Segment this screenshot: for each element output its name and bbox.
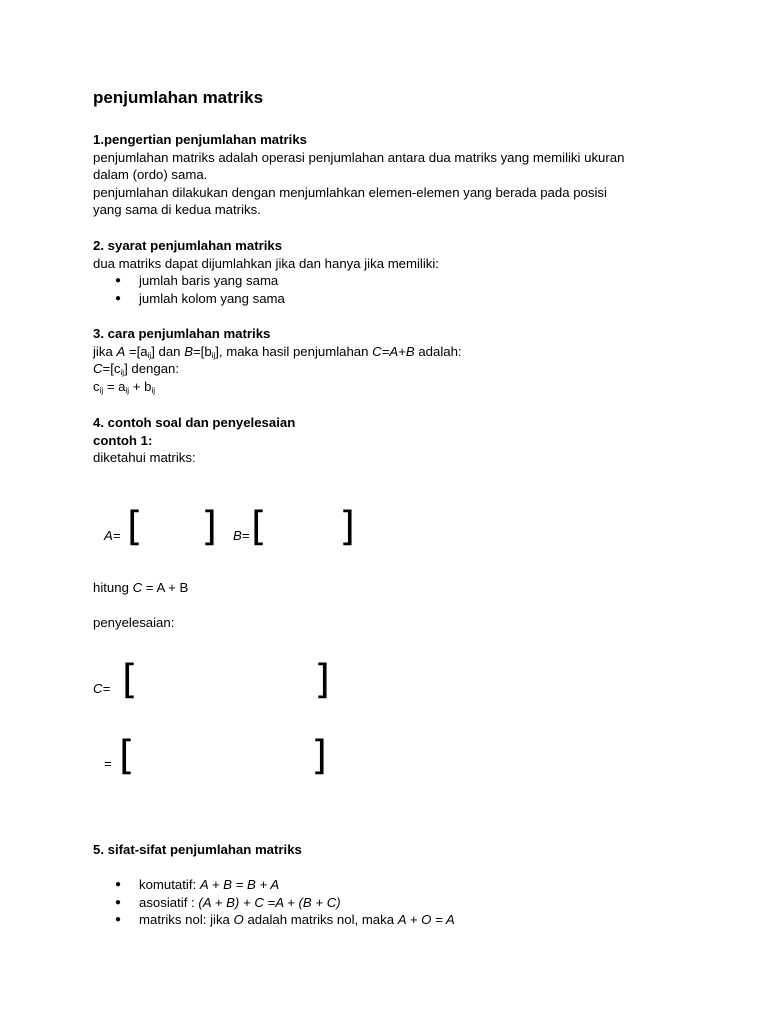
left-bracket: [ xyxy=(251,504,267,550)
section-requirements xyxy=(93,237,693,307)
section-heading: 2. syarat penjumlahan matriks xyxy=(93,238,283,253)
compute-line: hitung C = A + B xyxy=(93,580,189,595)
section-heading: 1.pengertian penjumlahan matriks xyxy=(93,132,307,147)
right-bracket: ] xyxy=(201,504,217,550)
bullet-list xyxy=(93,876,693,929)
paragraph-line: penjumlahan dilakukan dengan menjumlahkan elemen-elemen yang berada pada posisi xyxy=(93,184,607,200)
formula-line: $c_{ij} = a_{ij} + b_{ij}$ xyxy=(93,378,156,395)
section-heading: 3. cara penjumlahan matriks xyxy=(93,326,271,341)
bullet-list xyxy=(93,272,693,307)
matrix-c xyxy=(122,657,330,703)
list-item: ● asosiatif : (A + B) + C =A + (B + C) xyxy=(93,894,693,912)
list-item: ● jumlah kolom yang sama xyxy=(93,290,693,308)
paragraph-line: diketahui matriks: xyxy=(93,450,196,466)
matrix-c-label: C= xyxy=(93,681,111,696)
section-heading: 5. sifat-sifat penjumlahan matriks xyxy=(93,842,302,857)
right-bracket: ] xyxy=(311,733,327,779)
equals-label: = xyxy=(104,756,112,771)
matrix-result xyxy=(119,733,327,779)
section-properties xyxy=(93,841,693,929)
list-item: ● komutatif: A + B = B + A xyxy=(93,876,693,894)
matrix-b xyxy=(251,504,355,550)
paragraph-line: yang sama di kedua matriks. xyxy=(93,202,261,218)
paragraph-line: dalam (ordo) sama. xyxy=(93,167,208,183)
paragraph-line: dua matriks dapat dijumlahkan jika dan hanya jika memiliki: xyxy=(93,255,439,271)
left-bracket: [ xyxy=(127,504,143,550)
left-bracket: [ xyxy=(122,657,138,703)
section-method xyxy=(93,325,693,395)
section-example xyxy=(93,414,693,467)
formula-line: $C=[c_{ij}]$ dengan: xyxy=(93,361,180,378)
list-item: ● jumlah baris yang sama xyxy=(93,272,693,290)
list-item: ● matriks nol: jika O adalah matriks nol, maka A + O = A xyxy=(93,911,693,929)
solution-label: penyelesaian: xyxy=(93,615,175,630)
left-bracket: [ xyxy=(119,733,135,779)
page-title: penjumlahan matriks xyxy=(93,88,264,107)
section-definition xyxy=(93,131,693,219)
right-bracket: ] xyxy=(339,504,355,550)
section-heading: 4. contoh soal dan penyelesaian xyxy=(93,415,296,430)
matrix-a xyxy=(127,504,217,550)
right-bracket: ] xyxy=(314,657,330,703)
formula-line: jika $A =[a_{ij}]$ dan $B=[b_{ij}]$, maka hasil penjumlahan C=A+B adalah: xyxy=(93,343,462,360)
example-heading: contoh 1: xyxy=(93,432,153,448)
paragraph-line: penjumlahan matriks adalah operasi penjumlahan antara dua matriks yang memiliki ukuran xyxy=(93,149,625,165)
matrix-a-label: A= xyxy=(104,528,121,543)
matrix-b-label: B= xyxy=(233,528,250,543)
